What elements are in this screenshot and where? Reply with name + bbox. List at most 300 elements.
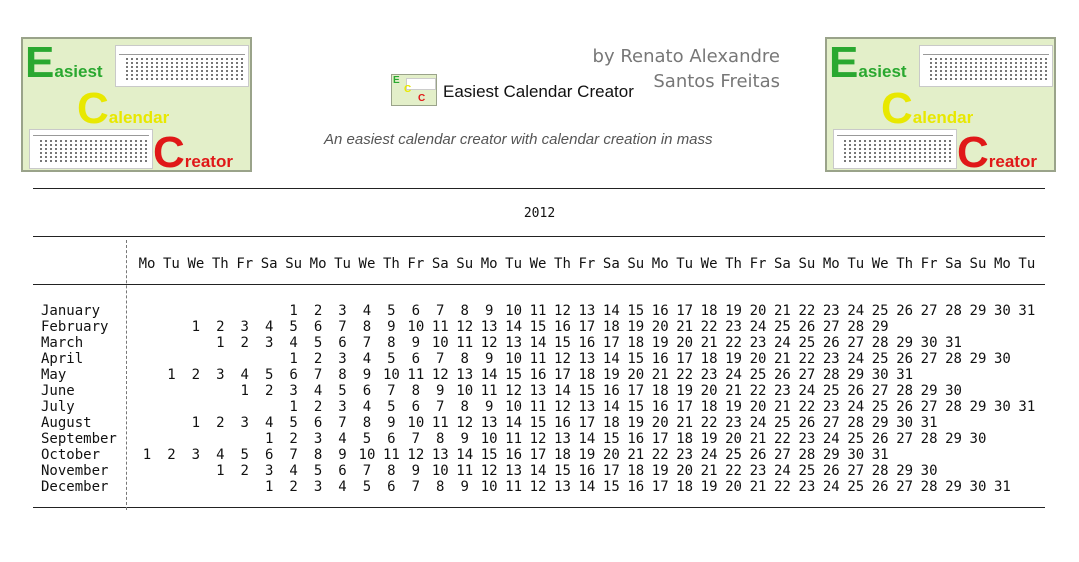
day-cell: 9 <box>484 351 494 367</box>
day-cell: 29 <box>945 479 962 495</box>
day-cell: 16 <box>554 319 571 335</box>
day-cell: 30 <box>945 383 962 399</box>
day-cell: 1 <box>142 447 152 463</box>
day-cell: 30 <box>920 463 938 479</box>
day-cell: 1 <box>289 351 298 367</box>
day-cell: 18 <box>651 383 669 399</box>
logo-mini-calendar <box>919 45 1053 87</box>
day-cell: 14 <box>602 351 620 367</box>
day-cell: 8 <box>387 463 396 479</box>
day-cell: 11 <box>505 479 523 495</box>
weekday-header: Mo <box>138 256 156 272</box>
day-cell: 18 <box>700 351 718 367</box>
day-cell: 2 <box>240 463 249 479</box>
day-cell: 15 <box>505 367 523 383</box>
day-cell: 20 <box>676 335 694 351</box>
day-cell: 17 <box>578 319 596 335</box>
day-cell: 5 <box>289 319 298 335</box>
day-cell: 26 <box>774 367 791 383</box>
day-cell: 4 <box>289 335 298 351</box>
day-cell: 3 <box>289 383 298 399</box>
day-cell: 2 <box>167 447 176 463</box>
day-cell: 29 <box>847 367 865 383</box>
weekday-header: Mo <box>480 256 498 272</box>
app-icon: E C C <box>391 74 437 106</box>
day-cell: 10 <box>480 479 498 495</box>
day-cell: 27 <box>822 415 840 431</box>
day-cell: 17 <box>676 399 694 415</box>
day-cell: 12 <box>529 431 547 447</box>
day-cell: 16 <box>578 463 596 479</box>
day-cell: 15 <box>529 415 547 431</box>
logo-left <box>21 37 252 172</box>
day-cell: 11 <box>431 415 449 431</box>
day-cell: 11 <box>382 447 400 463</box>
day-cell: 6 <box>387 479 396 495</box>
day-cell: 28 <box>920 479 938 495</box>
weekday-header: Su <box>798 256 816 272</box>
logo-word-calendar: Calendar <box>881 84 974 133</box>
day-cell: 24 <box>847 399 865 415</box>
day-cell: 21 <box>627 447 645 463</box>
day-cell: 27 <box>774 447 791 463</box>
day-cell: 16 <box>529 367 547 383</box>
day-cell: 4 <box>338 431 347 447</box>
day-cell: 2 <box>264 383 274 399</box>
day-cell: 20 <box>651 415 669 431</box>
day-cell: 22 <box>749 383 767 399</box>
month-name: November <box>41 463 109 479</box>
day-cell: 24 <box>774 335 791 351</box>
day-cell: 24 <box>749 319 767 335</box>
day-cell: 23 <box>749 463 767 479</box>
day-cell: 19 <box>602 367 620 383</box>
day-cell: 4 <box>289 463 298 479</box>
day-cell: 25 <box>871 399 889 415</box>
weekday-header: Mo <box>651 256 669 272</box>
day-cell: 8 <box>387 335 396 351</box>
day-cell: 20 <box>700 383 718 399</box>
month-column-divider <box>126 240 128 510</box>
day-cell: 17 <box>554 367 571 383</box>
weekday-header: Sa <box>260 256 278 272</box>
day-cell: 15 <box>554 463 571 479</box>
weekday-header: Su <box>285 256 303 272</box>
day-cell: 2 <box>191 367 201 383</box>
day-cell: 20 <box>725 479 742 495</box>
day-cell: 8 <box>460 399 469 415</box>
weekday-header: Sa <box>945 256 962 272</box>
weekday-header: Th <box>554 256 571 272</box>
day-cell: 28 <box>945 351 962 367</box>
day-cell: 12 <box>554 351 571 367</box>
day-cell: 18 <box>627 463 645 479</box>
day-cell: 10 <box>431 463 449 479</box>
day-cell: 28 <box>896 383 914 399</box>
day-cell: 30 <box>871 367 889 383</box>
day-cell: 20 <box>749 399 767 415</box>
day-cell: 26 <box>798 319 816 335</box>
app-title: Easiest Calendar Creator <box>443 82 634 101</box>
day-cell: 7 <box>362 335 372 351</box>
day-cell: 16 <box>578 335 596 351</box>
day-cell: 21 <box>700 335 718 351</box>
day-cell: 18 <box>700 303 718 319</box>
day-cell: 7 <box>338 319 347 335</box>
day-cell: 26 <box>871 431 889 447</box>
day-cell: 23 <box>774 383 791 399</box>
month-name: February <box>41 319 109 335</box>
day-cell: 26 <box>871 479 889 495</box>
day-cell: 20 <box>627 367 645 383</box>
day-cell: 15 <box>627 399 645 415</box>
day-cell: 13 <box>529 383 547 399</box>
day-cell: 18 <box>602 415 620 431</box>
day-cell: 11 <box>456 335 474 351</box>
day-cell: 28 <box>920 431 938 447</box>
day-cell: 3 <box>216 367 225 383</box>
day-cell: 11 <box>529 399 547 415</box>
day-cell: 2 <box>216 319 225 335</box>
day-cell: 28 <box>847 415 865 431</box>
day-cell: 4 <box>264 415 274 431</box>
day-cell: 28 <box>798 447 816 463</box>
day-cell: 15 <box>602 479 620 495</box>
day-cell: 6 <box>313 415 323 431</box>
weekday-header: Sa <box>602 256 620 272</box>
day-cell: 29 <box>871 319 889 335</box>
weekday-rule <box>33 284 1045 285</box>
weekday-header: Tu <box>847 256 865 272</box>
day-cell: 6 <box>264 447 274 463</box>
day-cell: 1 <box>289 399 298 415</box>
day-cell: 15 <box>627 351 645 367</box>
day-cell: 17 <box>676 303 694 319</box>
day-cell: 20 <box>749 351 767 367</box>
day-cell: 1 <box>167 367 176 383</box>
year-label: 2012 <box>523 206 556 221</box>
day-cell: 1 <box>264 479 274 495</box>
day-cell: 29 <box>969 303 987 319</box>
day-cell: 7 <box>411 431 421 447</box>
day-cell: 5 <box>362 479 372 495</box>
day-cell: 27 <box>920 303 938 319</box>
day-cell: 30 <box>993 303 1011 319</box>
day-cell: 28 <box>871 335 889 351</box>
day-cell: 6 <box>411 303 421 319</box>
day-cell: 22 <box>725 335 742 351</box>
day-cell: 26 <box>896 303 914 319</box>
day-cell: 2 <box>216 415 225 431</box>
logo-word-easiest: Easiest <box>829 38 907 87</box>
day-cell: 27 <box>920 351 938 367</box>
day-cell: 23 <box>822 303 840 319</box>
day-cell: 28 <box>871 463 889 479</box>
day-cell: 10 <box>407 319 425 335</box>
day-cell: 9 <box>338 447 347 463</box>
day-cell: 10 <box>456 383 474 399</box>
day-cell: 24 <box>822 479 840 495</box>
day-cell: 8 <box>362 319 372 335</box>
day-cell: 17 <box>676 351 694 367</box>
day-cell: 12 <box>554 303 571 319</box>
day-cell: 2 <box>289 479 298 495</box>
day-cell: 25 <box>798 335 816 351</box>
day-cell: 12 <box>505 383 523 399</box>
day-cell: 27 <box>871 383 889 399</box>
day-cell: 24 <box>822 431 840 447</box>
day-cell: 8 <box>338 367 347 383</box>
day-cell: 12 <box>407 447 425 463</box>
day-cell: 25 <box>871 351 889 367</box>
day-cell: 12 <box>456 319 474 335</box>
day-cell: 11 <box>529 303 547 319</box>
day-cell: 3 <box>264 463 274 479</box>
day-cell: 9 <box>436 383 445 399</box>
day-cell: 6 <box>362 383 372 399</box>
day-cell: 24 <box>700 447 718 463</box>
day-cell: 23 <box>676 447 694 463</box>
day-cell: 28 <box>847 319 865 335</box>
day-cell: 19 <box>578 447 596 463</box>
day-cell: 3 <box>338 351 347 367</box>
day-cell: 18 <box>676 431 694 447</box>
weekday-header: Su <box>456 256 474 272</box>
weekday-header: Mo <box>822 256 840 272</box>
day-cell: 19 <box>725 351 742 367</box>
day-cell: 3 <box>191 447 201 463</box>
day-cell: 9 <box>460 479 469 495</box>
day-cell: 6 <box>387 431 396 447</box>
day-cell: 5 <box>387 303 396 319</box>
day-cell: 8 <box>436 431 445 447</box>
logo-right <box>825 37 1056 172</box>
logo-word-easiest: Easiest <box>25 38 103 87</box>
day-cell: 3 <box>313 479 323 495</box>
day-cell: 7 <box>387 383 396 399</box>
day-cell: 14 <box>554 383 571 399</box>
day-cell: 6 <box>313 319 323 335</box>
day-cell: 31 <box>1018 303 1036 319</box>
logo-mini-calendar <box>115 45 249 87</box>
day-cell: 23 <box>700 367 718 383</box>
weekday-header: Tu <box>1018 256 1036 272</box>
day-cell: 23 <box>798 479 816 495</box>
day-cell: 20 <box>676 463 694 479</box>
day-cell: 13 <box>456 367 474 383</box>
day-cell: 7 <box>313 367 323 383</box>
day-cell: 8 <box>362 415 372 431</box>
day-cell: 8 <box>460 303 469 319</box>
day-cell: 25 <box>822 383 840 399</box>
day-cell: 1 <box>216 463 225 479</box>
month-name: October <box>41 447 101 463</box>
weekday-header: Fr <box>578 256 596 272</box>
day-cell: 22 <box>798 351 816 367</box>
weekday-header: Su <box>627 256 645 272</box>
day-cell: 10 <box>382 367 400 383</box>
weekday-header: Tu <box>505 256 523 272</box>
day-cell: 22 <box>700 415 718 431</box>
weekday-header: Tu <box>676 256 694 272</box>
day-cell: 29 <box>871 415 889 431</box>
day-cell: 21 <box>774 399 791 415</box>
day-cell: 5 <box>264 367 274 383</box>
day-cell: 3 <box>313 431 323 447</box>
logo-mini-calendar <box>833 129 957 169</box>
day-cell: 22 <box>725 463 742 479</box>
day-cell: 19 <box>651 335 669 351</box>
day-cell: 14 <box>505 415 523 431</box>
day-cell: 5 <box>240 447 249 463</box>
day-cell: 21 <box>749 479 767 495</box>
day-cell: 21 <box>774 303 791 319</box>
day-cell: 11 <box>407 367 425 383</box>
day-cell: 4 <box>216 447 225 463</box>
day-cell: 8 <box>411 383 421 399</box>
weekday-header: We <box>187 256 205 272</box>
day-cell: 18 <box>554 447 571 463</box>
day-cell: 5 <box>362 431 372 447</box>
day-cell: 11 <box>529 351 547 367</box>
author-line-2: Santos Freitas <box>653 71 780 92</box>
day-cell: 7 <box>436 399 445 415</box>
day-cell: 13 <box>578 399 596 415</box>
month-name: March <box>41 335 84 351</box>
day-cell: 19 <box>725 399 742 415</box>
day-cell: 10 <box>505 303 523 319</box>
day-cell: 14 <box>529 335 547 351</box>
day-cell: 26 <box>822 463 840 479</box>
day-cell: 5 <box>313 463 323 479</box>
day-cell: 26 <box>896 351 914 367</box>
day-cell: 6 <box>338 335 347 351</box>
weekday-header: Th <box>382 256 400 272</box>
day-cell: 10 <box>358 447 376 463</box>
day-cell: 10 <box>480 431 498 447</box>
day-cell: 18 <box>676 479 694 495</box>
day-cell: 18 <box>602 319 620 335</box>
month-name: June <box>41 383 75 399</box>
day-cell: 30 <box>969 479 987 495</box>
day-cell: 25 <box>847 479 865 495</box>
day-cell: 11 <box>505 431 523 447</box>
weekday-header: Sa <box>431 256 449 272</box>
day-cell: 24 <box>847 303 865 319</box>
month-name: September <box>41 431 117 447</box>
day-cell: 2 <box>240 335 249 351</box>
day-cell: 25 <box>749 367 767 383</box>
day-cell: 22 <box>700 319 718 335</box>
day-cell: 9 <box>387 415 396 431</box>
day-cell: 30 <box>969 431 987 447</box>
weekday-header: Th <box>725 256 742 272</box>
day-cell: 19 <box>676 383 694 399</box>
day-cell: 31 <box>871 447 889 463</box>
day-cell: 14 <box>602 303 620 319</box>
day-cell: 3 <box>338 399 347 415</box>
day-cell: 30 <box>920 335 938 351</box>
day-cell: 13 <box>578 351 596 367</box>
day-cell: 11 <box>456 463 474 479</box>
day-cell: 25 <box>847 431 865 447</box>
day-cell: 4 <box>264 319 274 335</box>
day-cell: 31 <box>993 479 1011 495</box>
day-cell: 25 <box>798 463 816 479</box>
author-line-1: by Renato Alexandre <box>592 46 780 67</box>
day-cell: 6 <box>411 351 421 367</box>
day-cell: 17 <box>578 415 596 431</box>
day-cell: 17 <box>602 463 620 479</box>
day-cell: 19 <box>725 303 742 319</box>
day-cell: 24 <box>749 415 767 431</box>
weekday-header: We <box>871 256 889 272</box>
day-cell: 21 <box>651 367 669 383</box>
day-cell: 22 <box>651 447 669 463</box>
day-cell: 25 <box>774 319 791 335</box>
day-cell: 12 <box>480 463 498 479</box>
day-cell: 14 <box>529 463 547 479</box>
day-cell: 31 <box>1018 399 1036 415</box>
day-cell: 10 <box>505 351 523 367</box>
month-name: May <box>41 367 67 383</box>
day-cell: 18 <box>627 335 645 351</box>
day-cell: 26 <box>896 399 914 415</box>
day-cell: 10 <box>407 415 425 431</box>
day-cell: 4 <box>240 367 249 383</box>
day-cell: 29 <box>969 399 987 415</box>
day-cell: 1 <box>216 335 225 351</box>
bottom-rule <box>33 507 1045 508</box>
day-cell: 29 <box>822 447 840 463</box>
day-cell: 20 <box>651 319 669 335</box>
weekday-header: Mo <box>993 256 1011 272</box>
weekday-header: Su <box>969 256 987 272</box>
day-cell: 24 <box>847 351 865 367</box>
day-cell: 16 <box>554 415 571 431</box>
day-cell: 9 <box>484 399 494 415</box>
day-cell: 27 <box>798 367 816 383</box>
day-cell: 9 <box>411 335 421 351</box>
day-cell: 21 <box>774 351 791 367</box>
weekday-header: Th <box>211 256 229 272</box>
day-cell: 26 <box>749 447 767 463</box>
day-cell: 9 <box>362 367 372 383</box>
day-cell: 16 <box>505 447 523 463</box>
day-cell: 5 <box>289 415 298 431</box>
day-cell: 16 <box>651 399 669 415</box>
day-cell: 8 <box>313 447 323 463</box>
day-cell: 28 <box>822 367 840 383</box>
day-cell: 30 <box>993 351 1011 367</box>
day-cell: 30 <box>847 447 865 463</box>
day-cell: 27 <box>896 479 914 495</box>
day-cell: 12 <box>529 479 547 495</box>
day-cell: 11 <box>431 319 449 335</box>
day-cell: 24 <box>798 383 816 399</box>
day-cell: 15 <box>627 303 645 319</box>
day-cell: 13 <box>431 447 449 463</box>
day-cell: 9 <box>460 431 469 447</box>
weekday-header: We <box>700 256 718 272</box>
day-cell: 18 <box>700 399 718 415</box>
logo-mini-calendar <box>29 129 153 169</box>
day-cell: 26 <box>798 415 816 431</box>
day-cell: 20 <box>602 447 620 463</box>
day-cell: 3 <box>240 319 249 335</box>
day-cell: 5 <box>313 335 323 351</box>
day-cell: 27 <box>920 399 938 415</box>
